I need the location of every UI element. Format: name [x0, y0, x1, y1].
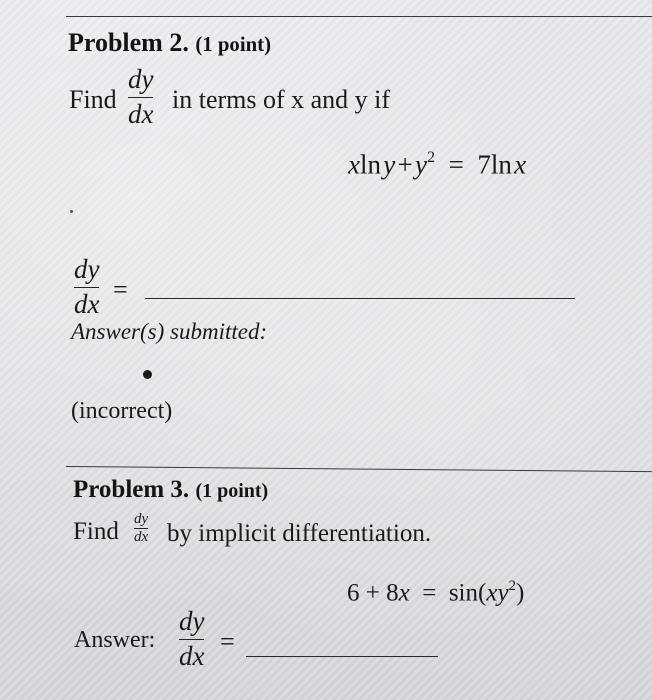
- eq-equals: =: [422, 579, 437, 607]
- eq-x: x: [398, 579, 410, 607]
- eq-x-rhs: x: [514, 149, 527, 180]
- eq-plus: +: [397, 149, 413, 180]
- eq-exponent: 2: [508, 578, 517, 594]
- problem-3-divider: [66, 466, 652, 472]
- fraction-numerator: dy: [134, 511, 149, 527]
- fraction-denominator: dx: [134, 529, 149, 545]
- eq-y-squared: y: [415, 149, 427, 180]
- fraction-bar: [128, 97, 153, 98]
- problem-2-equation: [348, 148, 526, 180]
- problem-3-heading: Problem 3.: [73, 476, 190, 503]
- eq-open-paren: (: [478, 579, 487, 607]
- fraction-numerator: dy: [74, 254, 100, 284]
- top-divider: [66, 16, 652, 17]
- eq-sin: sin: [448, 579, 479, 607]
- answers-submitted-label: Answer(s) submitted:: [71, 319, 268, 344]
- problem-3-answer-fraction: [179, 608, 204, 670]
- fraction-numerator: dy: [179, 606, 205, 636]
- fraction-denominator: dx: [128, 99, 154, 129]
- eq-x: x: [348, 149, 360, 180]
- eq-ln-rhs: ln: [490, 149, 512, 180]
- fraction-denominator: dx: [74, 289, 100, 319]
- problem-2-find-label: Find: [69, 85, 117, 114]
- problem-3-answer-input[interactable]: [246, 656, 438, 657]
- problem-3-find-label: Find: [73, 518, 119, 545]
- eq-equals: =: [448, 149, 464, 180]
- problem-3-equation: [347, 578, 524, 608]
- fraction-denominator: dx: [179, 641, 205, 671]
- fraction-bar: [179, 639, 204, 640]
- eq-ln: ln: [359, 149, 381, 180]
- problem-3-answer-equals: =: [220, 627, 235, 656]
- eq-y: y: [383, 149, 396, 180]
- fraction-numerator: dy: [128, 64, 154, 94]
- problem-2-answer-equals: =: [113, 275, 128, 304]
- stray-dot: [70, 210, 73, 213]
- eq-close-paren: ): [516, 579, 525, 607]
- problem-2-title: [68, 28, 271, 58]
- problem-3-prompt: by implicit differentiation.: [167, 520, 432, 547]
- eq-coef: 7: [477, 149, 491, 180]
- eq-xy: xy: [486, 579, 509, 607]
- eq-exponent: 2: [427, 148, 436, 166]
- problem-2-answer-fraction: [74, 256, 99, 318]
- answer-status: (incorrect): [71, 398, 173, 424]
- problem-2-heading: Problem 2.: [68, 28, 189, 57]
- problem-3-points: (1 point): [195, 480, 269, 502]
- problem-2-prompt: in terms of x and y if: [172, 85, 391, 114]
- problem-3-title: [73, 476, 268, 504]
- problem-2-dydx-fraction: [128, 66, 153, 128]
- problem-3-answer-label: Answer:: [74, 627, 156, 653]
- problem-2-points: (1 point): [195, 33, 272, 56]
- problem-2-answer-input[interactable]: [145, 298, 575, 299]
- submitted-answer-bullet: [143, 370, 152, 379]
- fraction-bar: [74, 287, 99, 288]
- eq-lhs: 6 + 8: [347, 579, 399, 607]
- problem-3-dydx-fraction: [134, 512, 148, 545]
